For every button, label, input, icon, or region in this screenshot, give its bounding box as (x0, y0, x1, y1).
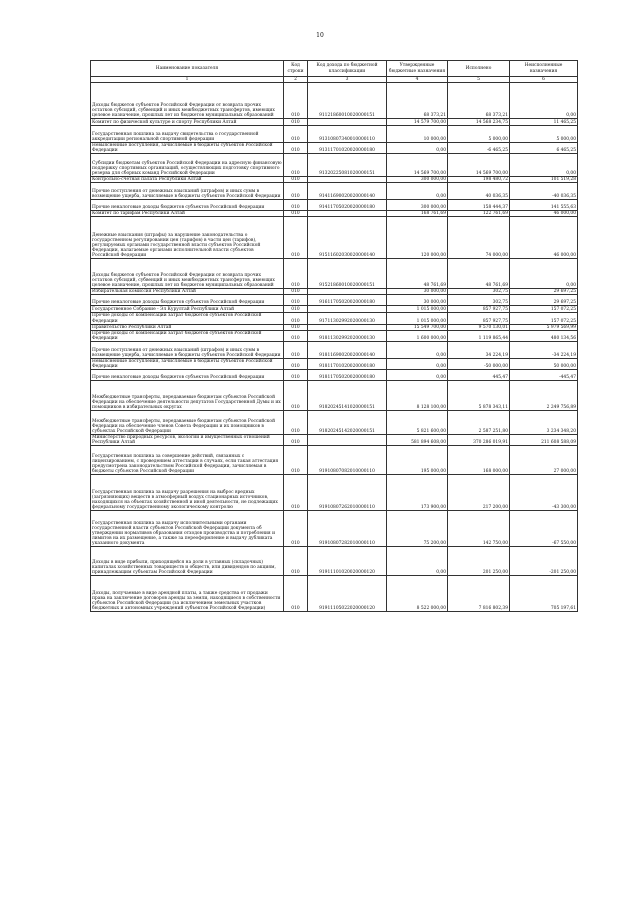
budget-code: 91911101020020000120 (308, 547, 387, 576)
row-name: Доходы бюджетов субъектов Российской Федерации от возврата прочих остатков субсидий, субвенций и иных межбюджетных трансфертов, имеющих целевое назначение, прошлых лет из бюджетов муниципальных образований (91, 259, 284, 289)
table-row (91, 435, 578, 446)
column-index: 2 (284, 77, 308, 83)
row-code: 010 (284, 306, 308, 313)
table-row (91, 126, 578, 143)
budget-code (308, 306, 387, 313)
executed-amount: 857 927,75 (448, 313, 510, 324)
approved-amount: 0,00 (387, 183, 448, 200)
row-name: Доходы бюджетов субъектов Российской Федерации от возврата прочих остатков субсидий, субвенций и иных межбюджетных трансфертов, имеющих целевое назначение, прошлых лет из бюджетов муниципальных образований (91, 83, 284, 119)
unexecuted-amount: 141 555,63 (510, 200, 578, 211)
executed-amount: 857 927,75 (448, 306, 510, 313)
row-name: Прочие доходы от компенсации затрат бюджетов субъектов Российской Федерации (91, 330, 284, 341)
row-code: 010 (284, 446, 308, 475)
unexecuted-amount: 6 465,25 (510, 143, 578, 154)
row-code: 010 (284, 341, 308, 358)
unexecuted-amount: -34 224,19 (510, 341, 578, 358)
row-name: Государственная пошлина за выдачу свидетельства о государственной аккредитации региональной спортивной федерации (91, 126, 284, 143)
row-name: Комитет по физической культуре и спорту Республики Алтай (91, 119, 284, 126)
unexecuted-amount: 5 979 569,99 (510, 324, 578, 330)
executed-amount: 122 761,69 (448, 211, 510, 217)
table-row (91, 341, 578, 358)
budget-code: 91811690020020000140 (308, 341, 387, 358)
unexecuted-amount: -40 036,35 (510, 183, 578, 200)
table-row (91, 259, 578, 289)
row-name: Доходы, получаемые в виде арендной платы, а также средства от продажи права на заключение договоров аренды за земли, находящиеся в собственности субъектов Российской Федерации (за исключением земельных участков бюджетных и автономных учреждений субъектов Российской Федерации) (91, 576, 284, 612)
approved-amount: 173 900,00 (387, 475, 448, 511)
unexecuted-amount: 27 000,00 (510, 446, 578, 475)
row-name: Межбюджетные трансферты, передаваемые бюджетам субъектов Российской Федерации на обеспечение деятельности депутатов Государственной Думы и их помощников в избирательных округах (91, 381, 284, 411)
approved-amount: 581 894 608,00 (387, 435, 448, 446)
unexecuted-amount: 157 072,25 (510, 306, 578, 313)
table-row (91, 370, 578, 381)
header-row-code: Код строки (284, 61, 308, 77)
executed-amount: -50 000,00 (448, 358, 510, 369)
approved-amount: 168 761,69 (387, 211, 448, 217)
table-row (91, 511, 578, 547)
executed-amount: 1 119 865,44 (448, 330, 510, 341)
budget-code: 91121860010020000151 (308, 83, 387, 119)
table-row (91, 154, 578, 177)
approved-amount: 1 015 000,00 (387, 306, 448, 313)
approved-amount: 0,00 (387, 370, 448, 381)
budget-code: 91820245141020000151 (308, 381, 387, 411)
table-row (91, 330, 578, 341)
approved-amount: 10 000,00 (387, 126, 448, 143)
row-name: Прочие доходы от компенсации затрат бюджетов субъектов Российской Федерации (91, 313, 284, 324)
executed-amount: 2 587 251,80 (448, 411, 510, 435)
executed-amount: 74 000,00 (448, 217, 510, 259)
table-row (91, 217, 578, 259)
executed-amount: 9 570 130,01 (448, 324, 510, 330)
approved-amount: 300 000,00 (387, 177, 448, 183)
row-name: Доходы в виде прибыли, приходящейся на доли в уставных (складочных) капиталах хозяйственных товариществ и обществ, или дивидендов по акциям, принадлежащим субъектам Российской Федерации (91, 547, 284, 576)
approved-amount: 0,00 (387, 143, 448, 154)
row-name: Государственное Собрание - Эл Курултай Республики Алтай (91, 306, 284, 313)
unexecuted-amount: 46 000,00 (510, 211, 578, 217)
unexecuted-amount: 157 072,25 (510, 313, 578, 324)
budget-code (308, 435, 387, 446)
row-name: Денежные взыскания (штрафы) за нарушение законодательства о государственном регулировании цен (тарифов) в части цен (тарифов), регулируемых органами государственной власти субъектов Российской Федерации, налагаемые органами исполнительной власти субъектов Российской Федерации (91, 217, 284, 259)
unexecuted-amount: 50 000,00 (510, 358, 578, 369)
row-code: 010 (284, 200, 308, 211)
approved-amount: 30 000,00 (387, 295, 448, 306)
row-code: 010 (284, 143, 308, 154)
budget-code: 91320225081020000151 (308, 154, 387, 177)
row-code: 010 (284, 358, 308, 369)
row-name: Государственная пошлина за выдачу разрешения на выброс вредных (загрязняющих) веществ в атмосферный воздух стационарных источников, находящихся на объектах хозяйственной и иной деятельности, не подлежащих федеральному государственному экологическому контролю (91, 475, 284, 511)
budget-code (308, 119, 387, 126)
column-index: 4 (387, 77, 448, 83)
executed-amount: 34 224,19 (448, 341, 510, 358)
row-code: 010 (284, 324, 308, 330)
header-unexecuted: Неисполненные назначения (510, 61, 578, 77)
revenue-table (90, 60, 578, 612)
row-name: Прочие неналоговые доходы бюджетов субъектов Российской Федерации (91, 200, 284, 211)
unexecuted-amount: 5 000,00 (510, 126, 578, 143)
row-name: Комитет по тарифам Республики Алтай (91, 211, 284, 217)
unexecuted-amount: 11 465,25 (510, 119, 578, 126)
approved-amount: 120 000,00 (387, 217, 448, 259)
table-row (91, 183, 578, 200)
unexecuted-amount: -43 300,00 (510, 475, 578, 511)
approved-amount: 5 821 600,00 (387, 411, 448, 435)
row-name: Прочие поступления от денежных взысканий (штрафов) и иных сумм в возмещение ущерба, зачисляемые в бюджеты субъектов Российской Федерации (91, 183, 284, 200)
budget-code: 91811701020020000180 (308, 358, 387, 369)
executed-amount: 302,75 (448, 289, 510, 295)
row-name: Министерство природных ресурсов, экологии и имущественных отношений Республики Алтай (91, 435, 284, 446)
unexecuted-amount: 0,00 (510, 259, 578, 289)
row-name: Невыясненные поступления, зачисляемые в бюджеты субъектов Российской Федерации (91, 143, 284, 154)
approved-amount: 14 579 700,00 (387, 119, 448, 126)
row-code: 010 (284, 295, 308, 306)
executed-amount: 68 373,21 (448, 83, 510, 119)
unexecuted-amount: 3 234 348,20 (510, 411, 578, 435)
row-name: Контрольно-счетная палата Республики Алтай (91, 177, 284, 183)
unexecuted-amount: 211 608 588,09 (510, 435, 578, 446)
header-name: Наименование показателя (91, 61, 284, 77)
approved-amount: 8 522 000,00 (387, 576, 448, 612)
executed-amount: 302,75 (448, 295, 510, 306)
row-name: Государственная пошлина за выдачу исполнительными органами государственной власти субъектов Российской Федерации документа об утверждении нормативов образования отходов производства и потребления и лимитов на их размещение, а также за переоформление и выдачу дубликата указанного документа (91, 511, 284, 547)
unexecuted-amount: 46 000,00 (510, 217, 578, 259)
executed-amount: 370 286 019,91 (448, 435, 510, 446)
approved-amount: 0,00 (387, 358, 448, 369)
executed-amount: 48 761,69 (448, 259, 510, 289)
table-row (91, 306, 578, 313)
header-approved: Утвержденные бюджетные назначения (387, 61, 448, 77)
budget-code: 91411690020020000140 (308, 183, 387, 200)
table-row (91, 119, 578, 126)
row-code: 010 (284, 183, 308, 200)
row-name: Прочие поступления от денежных взысканий (штрафов) и иных сумм в возмещение ущерба, зачисляемые в бюджеты субъектов Российской Федерации (91, 341, 284, 358)
approved-amount: 48 761,69 (387, 259, 448, 289)
row-name: Невыясненные поступления, зачисляемые в бюджеты субъектов Российской Федерации (91, 358, 284, 369)
row-code: 010 (284, 370, 308, 381)
approved-amount: 0,00 (387, 547, 448, 576)
row-code: 010 (284, 177, 308, 183)
unexecuted-amount: -201 250,00 (510, 547, 578, 576)
row-code: 010 (284, 211, 308, 217)
budget-code: 91811302992020000130 (308, 330, 387, 341)
table-row (91, 143, 578, 154)
header-executed: Исполнено (448, 61, 510, 77)
budget-code: 91310807340010000110 (308, 126, 387, 143)
budget-code: 91811705020020000180 (308, 370, 387, 381)
budget-code: 91711302992020000130 (308, 313, 387, 324)
unexecuted-amount: -67 550,00 (510, 511, 578, 547)
table-row (91, 313, 578, 324)
row-code: 010 (284, 259, 308, 289)
row-code: 010 (284, 154, 308, 177)
column-index: 5 (448, 77, 510, 83)
table-row (91, 547, 578, 576)
approved-amount: 300 000,00 (387, 200, 448, 211)
approved-amount: 1 600 000,00 (387, 330, 448, 341)
budget-code: 91521860010020000151 (308, 259, 387, 289)
row-name: Субсидии бюджетам субъектов Российской Федерации на адресную финансовую поддержку спортивных организаций, осуществляющих подготовку спортивного резерва для сборных команд Российской Федерации (91, 154, 284, 177)
executed-amount: 14 568 234,75 (448, 119, 510, 126)
executed-amount: 168 000,00 (448, 446, 510, 475)
executed-amount: 158 444,37 (448, 200, 510, 211)
row-code: 010 (284, 126, 308, 143)
unexecuted-amount: 0,00 (510, 83, 578, 119)
budget-code: 91311701020020000180 (308, 143, 387, 154)
row-code: 010 (284, 411, 308, 435)
executed-amount: 201 250,00 (448, 547, 510, 576)
column-index: 6 (510, 77, 578, 83)
table-row (91, 446, 578, 475)
row-code: 010 (284, 217, 308, 259)
budget-code: 91910807082010000110 (308, 446, 387, 475)
table-row (91, 381, 578, 411)
unexecuted-amount: 0,00 (510, 154, 578, 177)
approved-amount: 8 128 100,00 (387, 381, 448, 411)
table-header-row (91, 61, 578, 77)
unexecuted-amount: 29 697,25 (510, 289, 578, 295)
budget-code: 91910807262010000110 (308, 475, 387, 511)
row-code: 010 (284, 289, 308, 295)
row-code: 010 (284, 330, 308, 341)
executed-amount: 40 036,35 (448, 183, 510, 200)
column-index: 3 (308, 77, 387, 83)
table-row (91, 200, 578, 211)
approved-amount: 0,00 (387, 341, 448, 358)
approved-amount: 15 549 700,00 (387, 324, 448, 330)
unexecuted-amount: 2 249 756,89 (510, 381, 578, 411)
budget-code: 91911105022020000120 (308, 576, 387, 612)
row-code: 010 (284, 313, 308, 324)
approved-amount: 68 373,21 (387, 83, 448, 119)
row-code: 010 (284, 511, 308, 547)
row-name: Прочие неналоговые доходы бюджетов субъектов Российской Федерации (91, 370, 284, 381)
approved-amount: 1 015 000,00 (387, 313, 448, 324)
row-name: Прочие неналоговые доходы бюджетов субъектов Российской Федерации (91, 295, 284, 306)
table-row (91, 295, 578, 306)
executed-amount: 217 200,00 (448, 475, 510, 511)
budget-code: 91820245142020000151 (308, 411, 387, 435)
row-code: 010 (284, 435, 308, 446)
table-row (91, 475, 578, 511)
table-body (91, 83, 578, 612)
row-name: Межбюджетные трансферты, передаваемые бюджетам субъектов Российской Федерации на обеспечение членов Совета Федерации и их помощников в субъектах Российской Федерации (91, 411, 284, 435)
executed-amount: 142 750,00 (448, 511, 510, 547)
unexecuted-amount: 480 134,56 (510, 330, 578, 341)
budget-code: 91511602030020000140 (308, 217, 387, 259)
unexecuted-amount: 29 697,25 (510, 295, 578, 306)
unexecuted-amount: 705 197,61 (510, 576, 578, 612)
executed-amount: 198 480,72 (448, 177, 510, 183)
row-code: 010 (284, 381, 308, 411)
column-index: 1 (91, 77, 284, 83)
row-name: Государственная пошлина за совершение действий, связанных с лицензированием, с проведением аттестации в случаях, если такая аттестация предусмотрена законодательством Российской Федерации, зачисляемая в бюджеты субъектов Российской Федерации (91, 446, 284, 475)
executed-amount: 7 816 802,39 (448, 576, 510, 612)
approved-amount: 14 569 700,00 (387, 154, 448, 177)
budget-code: 91611705020020000180 (308, 295, 387, 306)
header-budget-code: Код дохода по бюджетной классификации (308, 61, 387, 77)
row-code: 010 (284, 547, 308, 576)
row-name: Правительство Республики Алтай (91, 324, 284, 330)
executed-amount: 445,47 (448, 370, 510, 381)
budget-code: 91910807282010000110 (308, 511, 387, 547)
row-code: 010 (284, 475, 308, 511)
table-row (91, 576, 578, 612)
row-name: Избирательная комиссия Республики Алтай (91, 289, 284, 295)
table-row (91, 83, 578, 119)
page-number: 10 (316, 32, 324, 39)
row-code: 010 (284, 83, 308, 119)
row-code: 010 (284, 576, 308, 612)
table-row (91, 411, 578, 435)
unexecuted-amount: -445,47 (510, 370, 578, 381)
executed-amount: 5 000,00 (448, 126, 510, 143)
executed-amount: 14 569 700,00 (448, 154, 510, 177)
executed-amount: 5 878 343,11 (448, 381, 510, 411)
row-code: 010 (284, 119, 308, 126)
approved-amount: 30 000,00 (387, 289, 448, 295)
budget-code: 91411705020020000180 (308, 200, 387, 211)
approved-amount: 195 000,00 (387, 446, 448, 475)
unexecuted-amount: 101 519,28 (510, 177, 578, 183)
approved-amount: 75 200,00 (387, 511, 448, 547)
executed-amount: -6 465,25 (448, 143, 510, 154)
table-row (91, 358, 578, 369)
